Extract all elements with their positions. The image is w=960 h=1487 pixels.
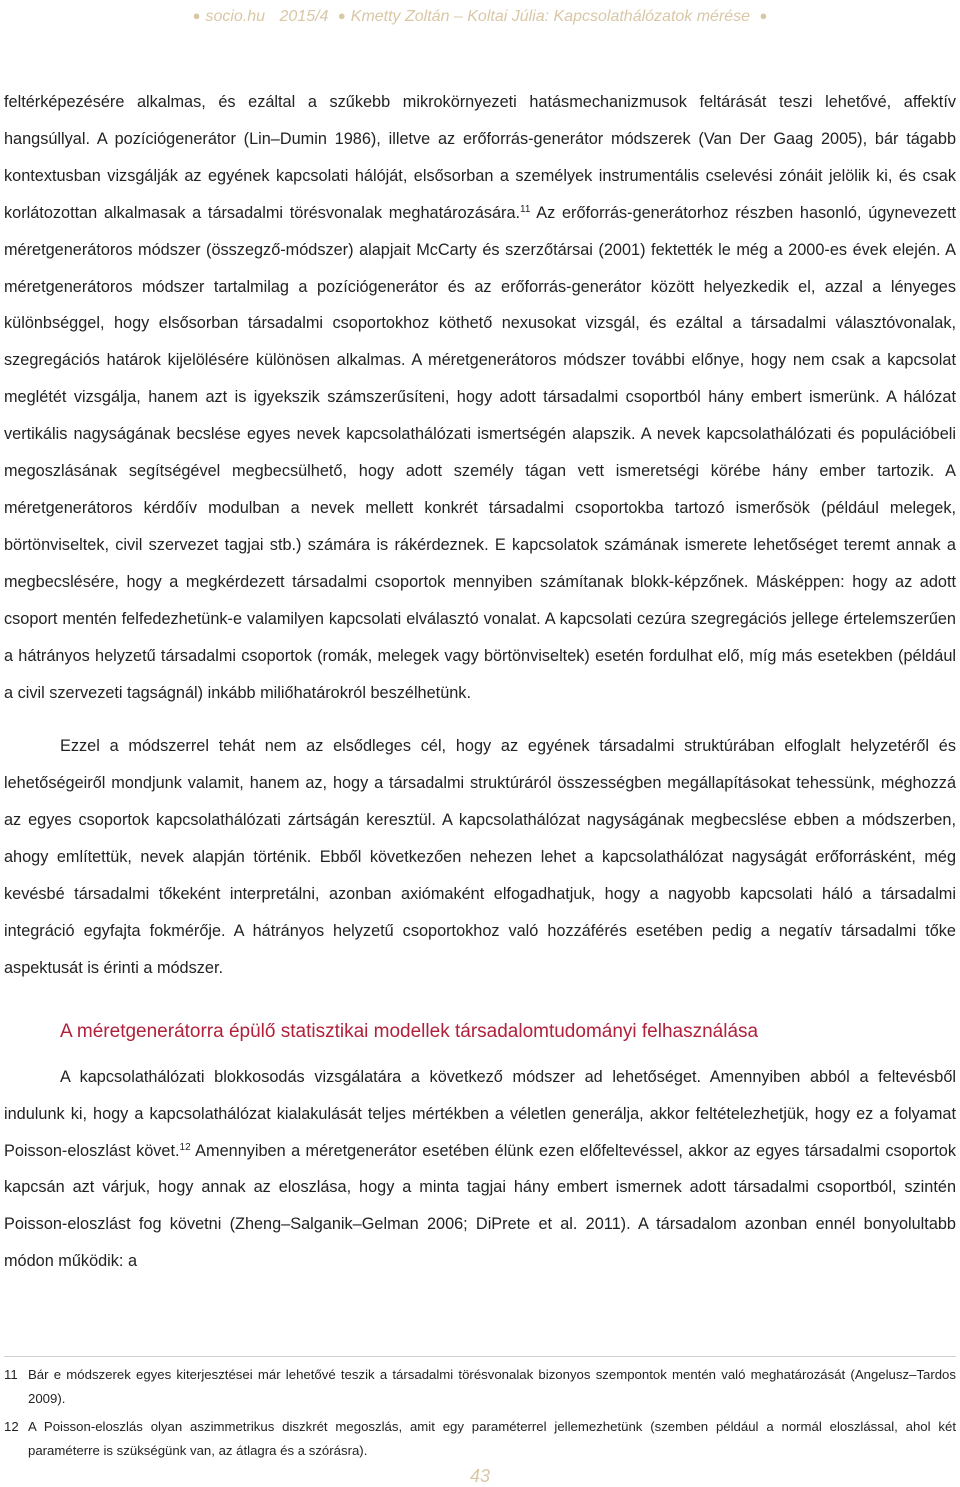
header-article: Kmetty Zoltán – Koltai Júlia: Kapcsolathálózatok mérése (350, 8, 751, 25)
footnote-number: 12 (4, 1419, 19, 1434)
footnote-text: Bár e módszerek egyes kiterjesztései már lehetővé teszik a társadalmi törésvonalak bizonyos szempontok mentén való meghatározását (Angelusz–Tardos 2009). (28, 1367, 956, 1406)
footnotes (4, 1356, 956, 1467)
running-header (0, 4, 960, 30)
section-heading: A méretgenerátorra épülő statisztikai modellek társadalomtudományi felhasználása (60, 1020, 759, 1042)
paragraph-text: feltérképezésére alkalmas, és ezáltal a szűkebb mikrokörnyezeti hatásmechanizmusok feltárását teszi lehetővé, affektív hangsúllyal. A pozíciógenerátor (Lin–Dumin 1986), illetve az erőforrás-generátor módszerek (Van Der Gaag 2005), bár tágabb kontextusban vizsgálják az egyének kapcsolati hálóját, elsősorban a személyek instrumentális cselevési zónáit jelölik ki, és csak korlátozottan alkalmasak a társadalmi törésvonalak meghatározására. (4, 93, 956, 222)
footnote-number: 11 (4, 1367, 18, 1382)
body-text (4, 84, 956, 1280)
footnote-ref[interactable]: 12 (179, 1141, 191, 1153)
bullet-icon: ● (337, 8, 346, 23)
bullet-icon: ● (759, 8, 768, 23)
paragraph-text: A kapcsolathálózati blokkosodás vizsgálatára a következő módszer ad lehetőséget. Amennyiben abból a feltevésből indulunk ki, hogy a kapcsolathálózat kialakulását teljes mértékben a véletlen generálja, akkor feltételezhetjük, hogy ez a folyamat Poisson-eloszlást követ. (4, 1067, 956, 1160)
paragraph (4, 1059, 956, 1280)
paragraph-text: Amennyiben a méretgenerátor esetében élünk ezen előfeltevéssel, akkor az egyes társadalmi csoportok kapcsán azt várjuk, hogy annak az eloszlása, hogy a minta tagjai hány embert ismernek adott társadalmi csoportból, szintén Poisson-eloszlást fog követni (Zheng–Salganik–Gelman 2006; DiPrete et al. 2011). A társadalom azonban ennél bonyolultabb módon működik: a (4, 1141, 956, 1271)
footnote-text: A Poisson-eloszlás olyan aszimmetrikus diszkrét megoszlás, amit egy paraméterrel jellemezhetünk (szemben például a normál eloszlással, ahol két paraméterre is szükségünk van, az átlagra és a szórásra). (28, 1419, 956, 1458)
header-site: socio.hu (205, 8, 266, 25)
bullet-icon: ● (192, 8, 201, 23)
footnote (4, 1415, 956, 1462)
paragraph (4, 84, 956, 711)
header-issue: 2015/4 (279, 8, 329, 25)
footnote-ref[interactable]: 11 (520, 203, 531, 215)
footnote (4, 1363, 956, 1410)
page-number: 43 (469, 1466, 491, 1486)
paragraph-text: Az erőforrás-generátorhoz részben hasonló, úgynevezett méretgenerátoros módszer (összegző-módszer) alapjait McCarty és szerzőtársai (2001) fektették le még a 2000-es évek elején. A méretgenerátoros módszer tartalmilag a pozíciógenerátor és az erőforrás-generátor között helyezkedik el, azzal a lényeges különbséggel, hogy elsősorban társadalmi csoportokhoz köthető nexusokat vizsgál, és ezáltal a társadalmi választóvonalak, szegregációs határok kijelölésére különösen alkalmas. A méretgenerátoros módszer további előnye, hogy nem csak a kapcsolat meglétét vizsgálja, hanem azt is igyekszik számszerűsíteni, hogy adott társadalmi csoportból hány embert ismerünk. A hálózat vertikális nagyságának becslése egyes nevek kapcsolathálózati ismertségén alapszik. A nevek kapcsolathálózati és populációbeli megoszlásának segítségével megbecsülhető, hogy adott személy tágan vett ismeretségi körébe hány ember tartozik. A méretgenerátoros kérdőív modulban a nevek mellett konkrét társadalmi csoportokba tartozó ismerősök (például melegek, börtönviseltek, civil szervezet tagjai stb.) számára is rákérdeznek. E kapcsolatok számának ismerete lehetőséget teremt annak a megbecslésére, hogy a megkérdezett társadalmi csoportok mennyiben számítanak blokk-képzőnek. Másképpen: hogy az adott csoport mentén felfedezhetünk-e valamilyen kapcsolati elválasztó vonalat. A kapcsolati cezúra szegregációs jellege értelemszerűen a hátrányos helyzetű társadalmi csoportok (romák, melegek vagy börtönviseltek) esetén fordulhat elő, míg más esetekben (például a civil szervezeti tagságnál) inkább miliőhatárokról beszélhetünk. (4, 203, 956, 702)
paragraph: Ezzel a módszerrel tehát nem az elsődleges cél, hogy az egyének társadalmi struktúrában elfoglalt helyzetéről és lehetőségeiről mondjunk valamit, hanem az, hogy a társadalmi struktúráról összességben megállapításokat tehessünk, méghozzá az egyes csoportok kapcsolathálózati zártságán keresztül. A kapcsolathálózat nagyságának megbecslése ebben a módszerben, ahogy említettük, nevek alapján történik. Ebből következően nehezen lehet a kapcsolathálózat nagyságát erőforrásként, még kevésbé társadalmi tőkeként interpretálni, azonban axiómaként elfogadhatjuk, hogy a nagyobb kapcsolati háló a társadalmi integráció egyfajta fokmérője. A hátrányos helyzetű csoportokhoz való hozzáférés esetében pedig a negatív társadalmi tőke aspektusát is érinti a módszer. (4, 737, 956, 977)
